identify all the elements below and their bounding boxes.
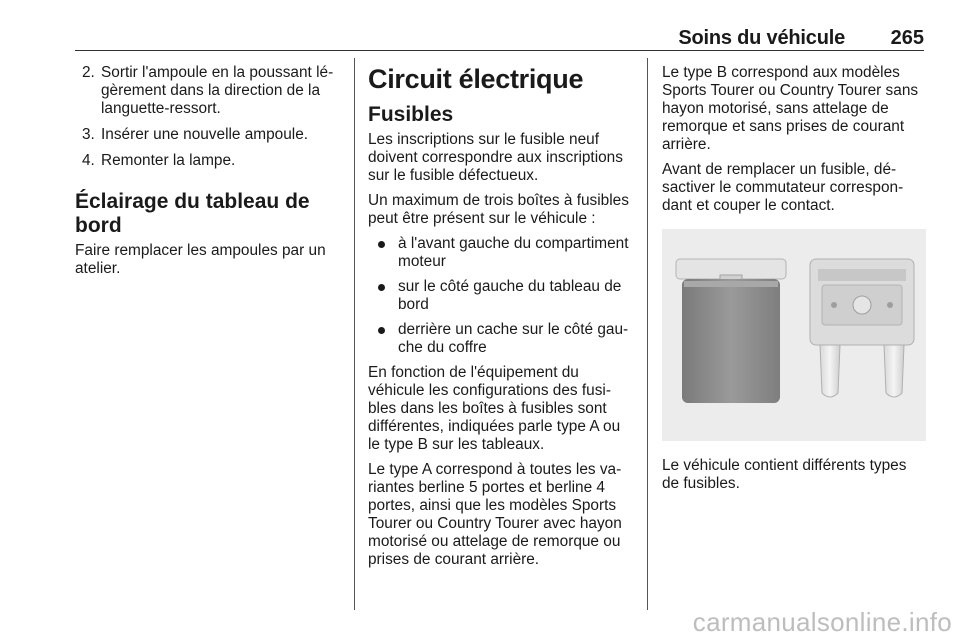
step-item: 3. Insérer une nouvelle ampoule. — [82, 126, 309, 143]
paragraph: Les inscriptions sur le fusible neuf doivent correspondre aux inscriptions sur le fusible défectueux. — [368, 131, 623, 184]
paragraph: En fonction de l'équipement du véhicule les configurations des fusibles dans les boîtes à fusibles sont différentes, indiquées parle type A ou le type B sur les tableaux. — [368, 364, 621, 453]
paragraph: Un maximum de trois boîtes à fusibles peut être présent sur le véhicule : — [368, 192, 629, 227]
step-item: 2. Sortir l'ampoule en la poussant légèrement dans la direction de la languette-ressort. — [82, 64, 334, 117]
column-3 — [662, 64, 926, 500]
bullet-icon — [378, 284, 385, 291]
fuse-box-locations-list — [368, 235, 634, 357]
list-item: sur le côté gauche du tableau de bord — [368, 278, 634, 314]
column-divider-1 — [354, 58, 355, 610]
page-number: 265 — [890, 27, 924, 49]
watermark: carmanualsonline.info — [692, 607, 952, 637]
bullet-icon — [378, 241, 385, 248]
step-item: 4. Remonter la lampe. — [82, 152, 236, 169]
bullet-icon — [378, 327, 385, 334]
paragraph: Le type A correspond à toutes les variantes berline 5 portes et berline 4 portes, ainsi que les modèles Sports Tourer ou Country Tourer avec hayon motorisé ou attelage de remorque ou prises de courant arrière. — [368, 461, 622, 568]
fuse-types-figure — [662, 229, 926, 441]
subsection-title-fuses: Fusibles — [368, 103, 454, 126]
column-2 — [368, 64, 634, 576]
paragraph: Avant de remplacer un fusible, désactiver le commutateur correspondant et couper le contact. — [662, 161, 904, 214]
fuse-illustration-icon — [662, 229, 926, 441]
header-title: Soins du véhicule — [678, 27, 845, 49]
column-1 — [75, 64, 343, 285]
section-text: Faire remplacer les ampoules par un atelier. — [75, 242, 326, 277]
column-divider-2 — [647, 58, 648, 610]
maxi-fuse-shape — [676, 259, 786, 403]
section-title-dashboard-lighting: Éclairage du tableau de bord — [75, 190, 310, 237]
list-item: à l'avant gauche du compartiment moteur — [368, 235, 634, 271]
figure-caption: Le véhicule contient différents types de fusibles. — [662, 457, 907, 492]
paragraph: Le type B correspond aux modèles Sports Tourer ou Country Tourer sans hayon motorisé, sans attelage de remorque et sans prises de courant arrière. — [662, 64, 919, 153]
chapter-title: Circuit électrique — [368, 64, 584, 94]
step-list — [75, 64, 343, 170]
page-header — [75, 26, 924, 51]
list-item: derrière un cache sur le côté gauche du coffre — [368, 321, 634, 357]
